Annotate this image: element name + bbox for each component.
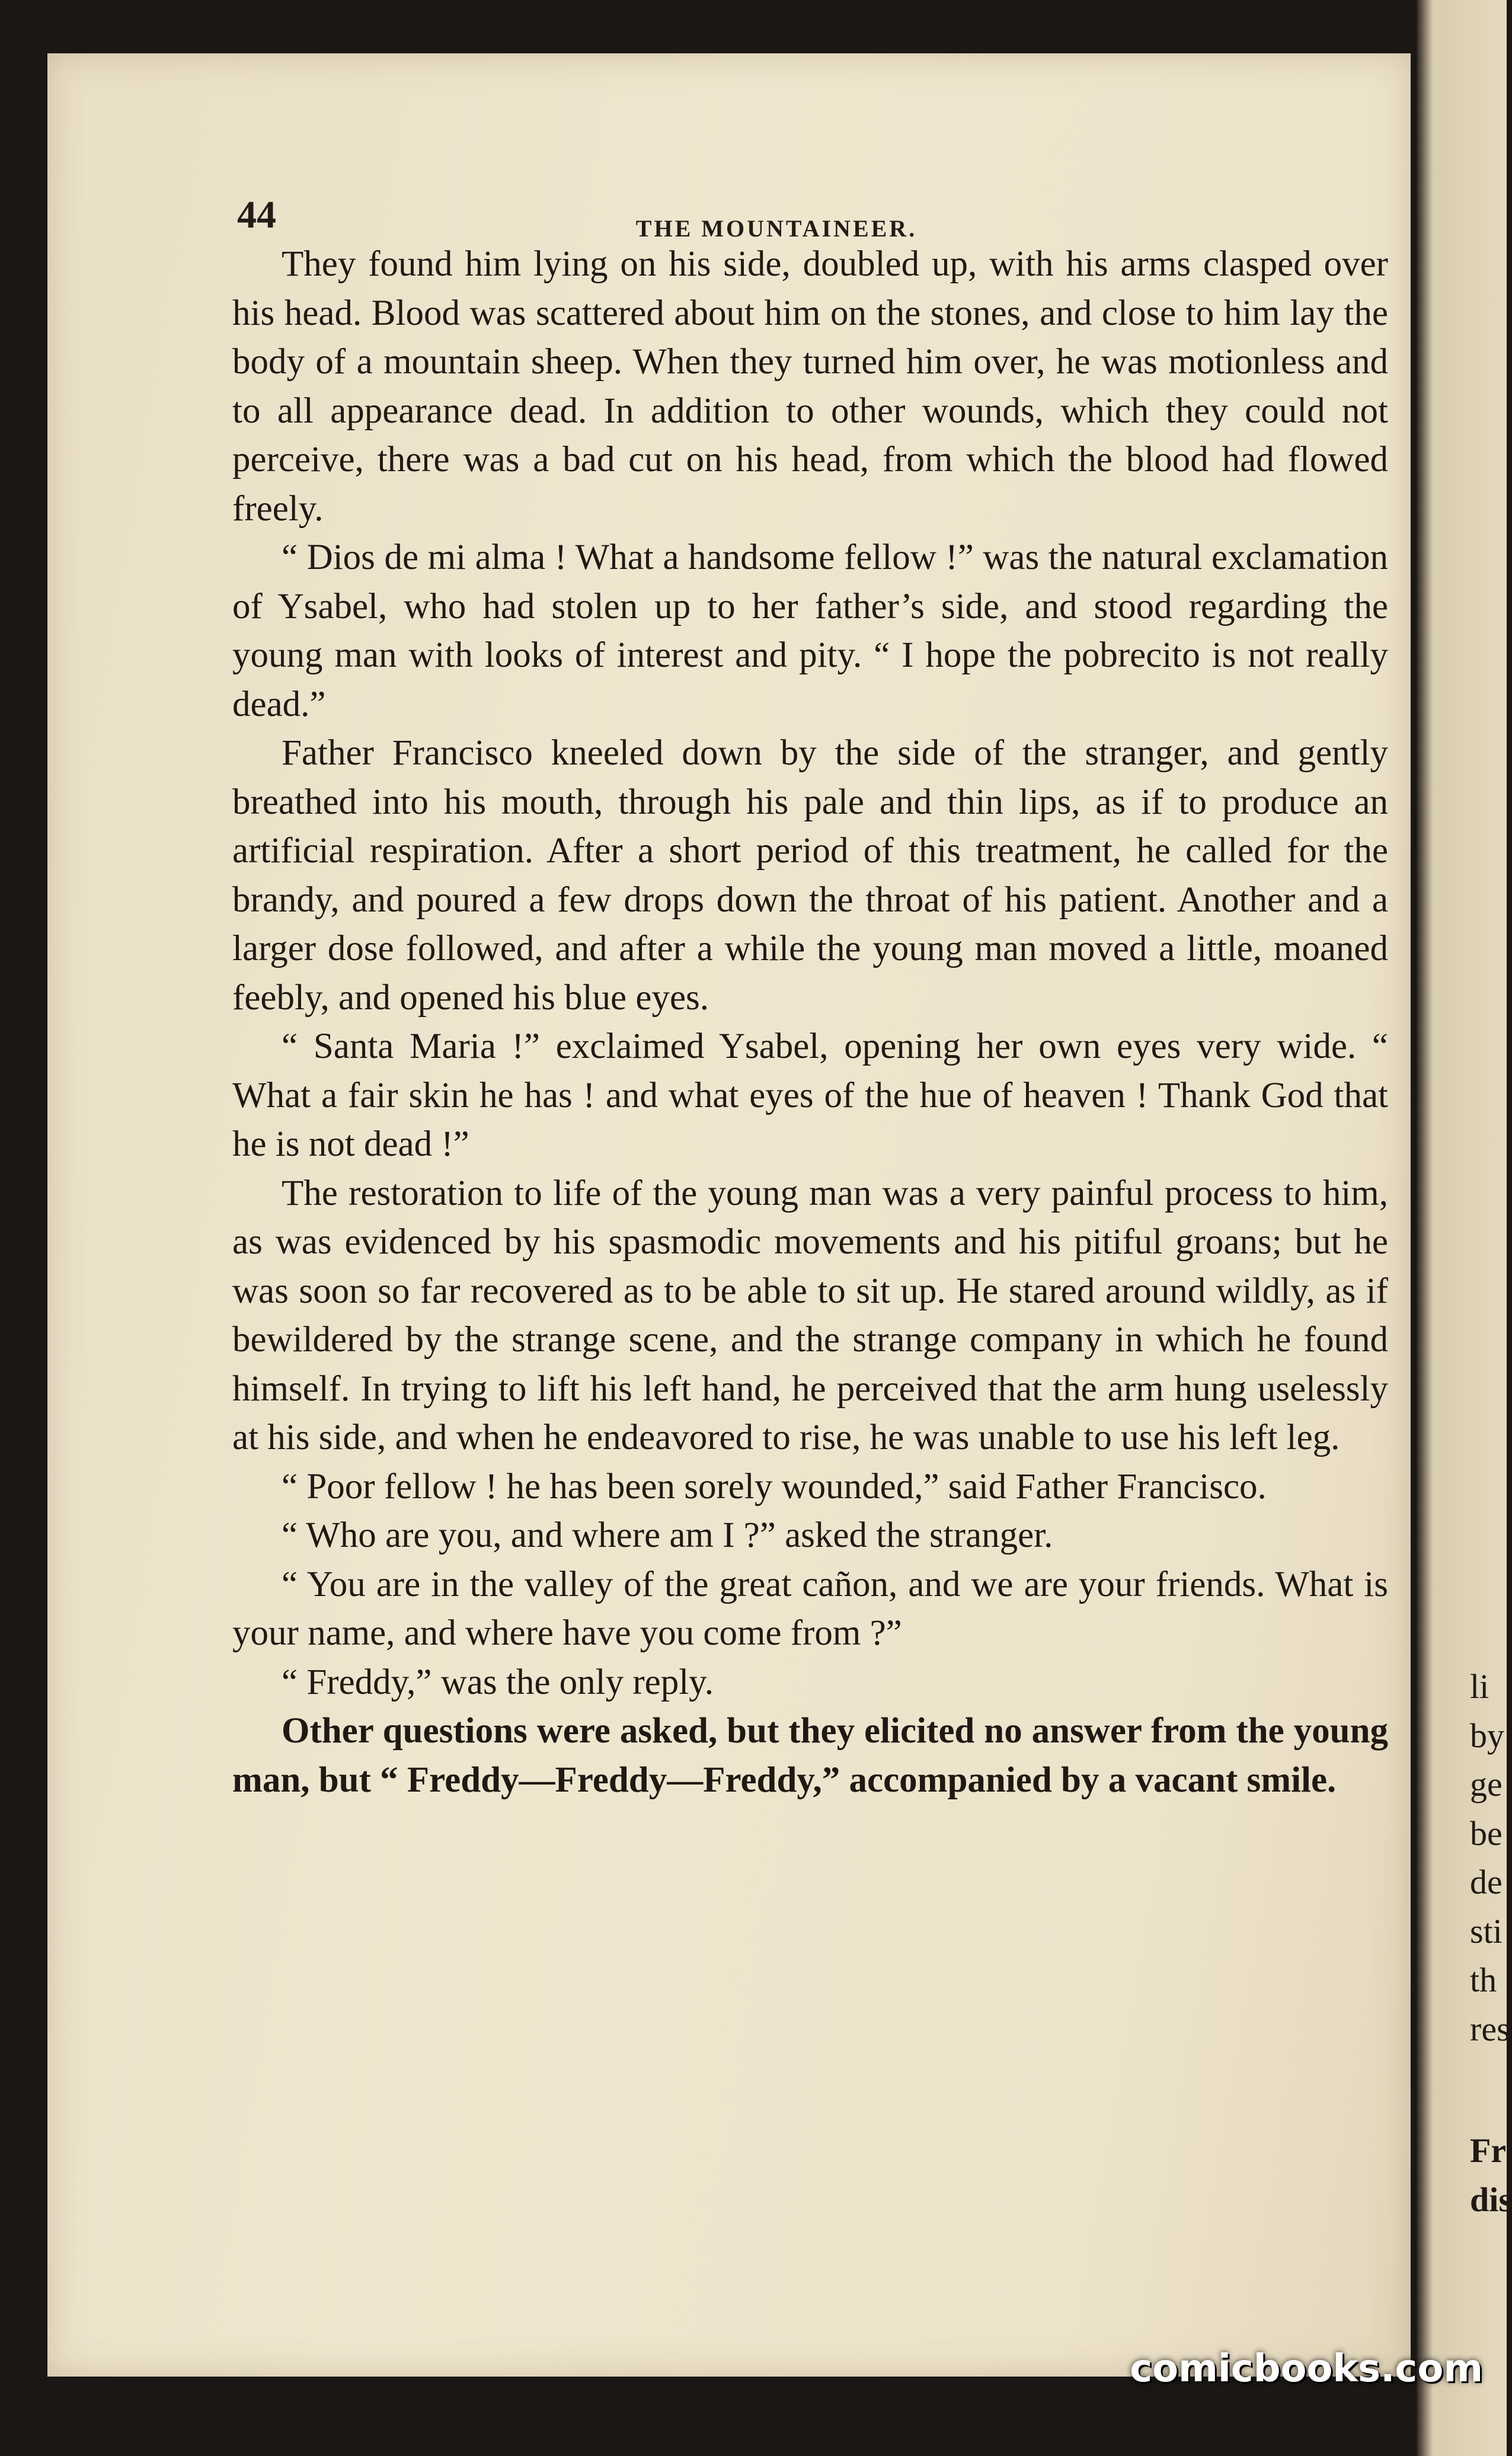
paragraph: “ Who are you, and where am I ?” asked the stranger. <box>282 1515 1053 1555</box>
fragment: th <box>1470 1961 1497 1999</box>
fragment: li <box>1470 1667 1489 1706</box>
fragment: be <box>1470 1814 1503 1853</box>
watermark: comicbooks.com <box>1130 2347 1483 2391</box>
page-body <box>232 240 1388 1805</box>
fragment: sti <box>1470 1911 1503 1950</box>
paragraph: “ Dios de mi alma ! What a handsome fellow !” was the natural exclamation of Ysabel, who had stolen up to her father’s side, and stood regarding the young man with looks of interest and pity. “ I hope the pobrecito is not really dead.” <box>232 538 1388 724</box>
page-number: 44 <box>237 193 276 236</box>
paragraph: Other questions were asked, but they elicited no answer from the young man, but “ Freddy—Freddy—Freddy,” accompanied by a vacant smile. <box>232 1711 1388 1800</box>
paragraph: Father Francisco kneeled down by the side of the stranger, and gently breathed into his mouth, through his pale and thin lips, as if to produce an artificial respiration. After a short period of this treatment, he called for the brandy, and poured a few drops down the throat of his patient. Another and a larger dose followed, and after a while the young man moved a little, moaned feebly, and opened his blue eyes. <box>232 733 1388 1018</box>
running-head: THE MOUNTAINEER. <box>635 215 918 242</box>
fragment: ge <box>1470 1765 1503 1803</box>
paragraph: “ Freddy,” was the only reply. <box>282 1662 714 1702</box>
facing-page-fragments <box>1470 1662 1512 2224</box>
paragraph: “ You are in the valley of the great cañon, and we are your friends. What is your name, and where have you come from ?” <box>232 1564 1388 1653</box>
fragment: Fr <box>1470 2131 1507 2170</box>
paragraph: They found him lying on his side, doubled up, with his arms clasped over his head. Blood was scattered about him on the stones, and close to him lay the body of a mountain sheep. When they turned him over, he was motionless and to all appearance dead. In addition to other wounds, which they could not perceive, there was a bad cut on his head, from which the blood had flowed freely. <box>232 244 1388 529</box>
paragraph: The restoration to life of the young man was a very painful process to him, as was evidenced by his spasmodic movements and his pitiful groans; but he was soon so far recovered as to be able to sit up. He stared around wildly, as if bewildered by the strange scene, and the strange company in which he found himself. In trying to lift his left hand, he perceived that the arm hung uselessly at his side, and when he endeavored to rise, he was unable to use his left leg. <box>232 1173 1388 1457</box>
fragment-gap <box>1470 2054 1512 2126</box>
fragment: res <box>1470 2009 1510 2048</box>
fragment: dis <box>1470 2180 1512 2219</box>
fragment: by <box>1470 1716 1504 1755</box>
paragraph: “ Santa Maria !” exclaimed Ysabel, opening her own eyes very wide. “ What a fair skin he has ! and what eyes of the hue of heaven ! Thank God that he is not dead !” <box>232 1026 1388 1164</box>
fragment: de <box>1470 1863 1503 1901</box>
paragraph: “ Poor fellow ! he has been sorely wounded,” said Father Francisco. <box>282 1466 1267 1507</box>
